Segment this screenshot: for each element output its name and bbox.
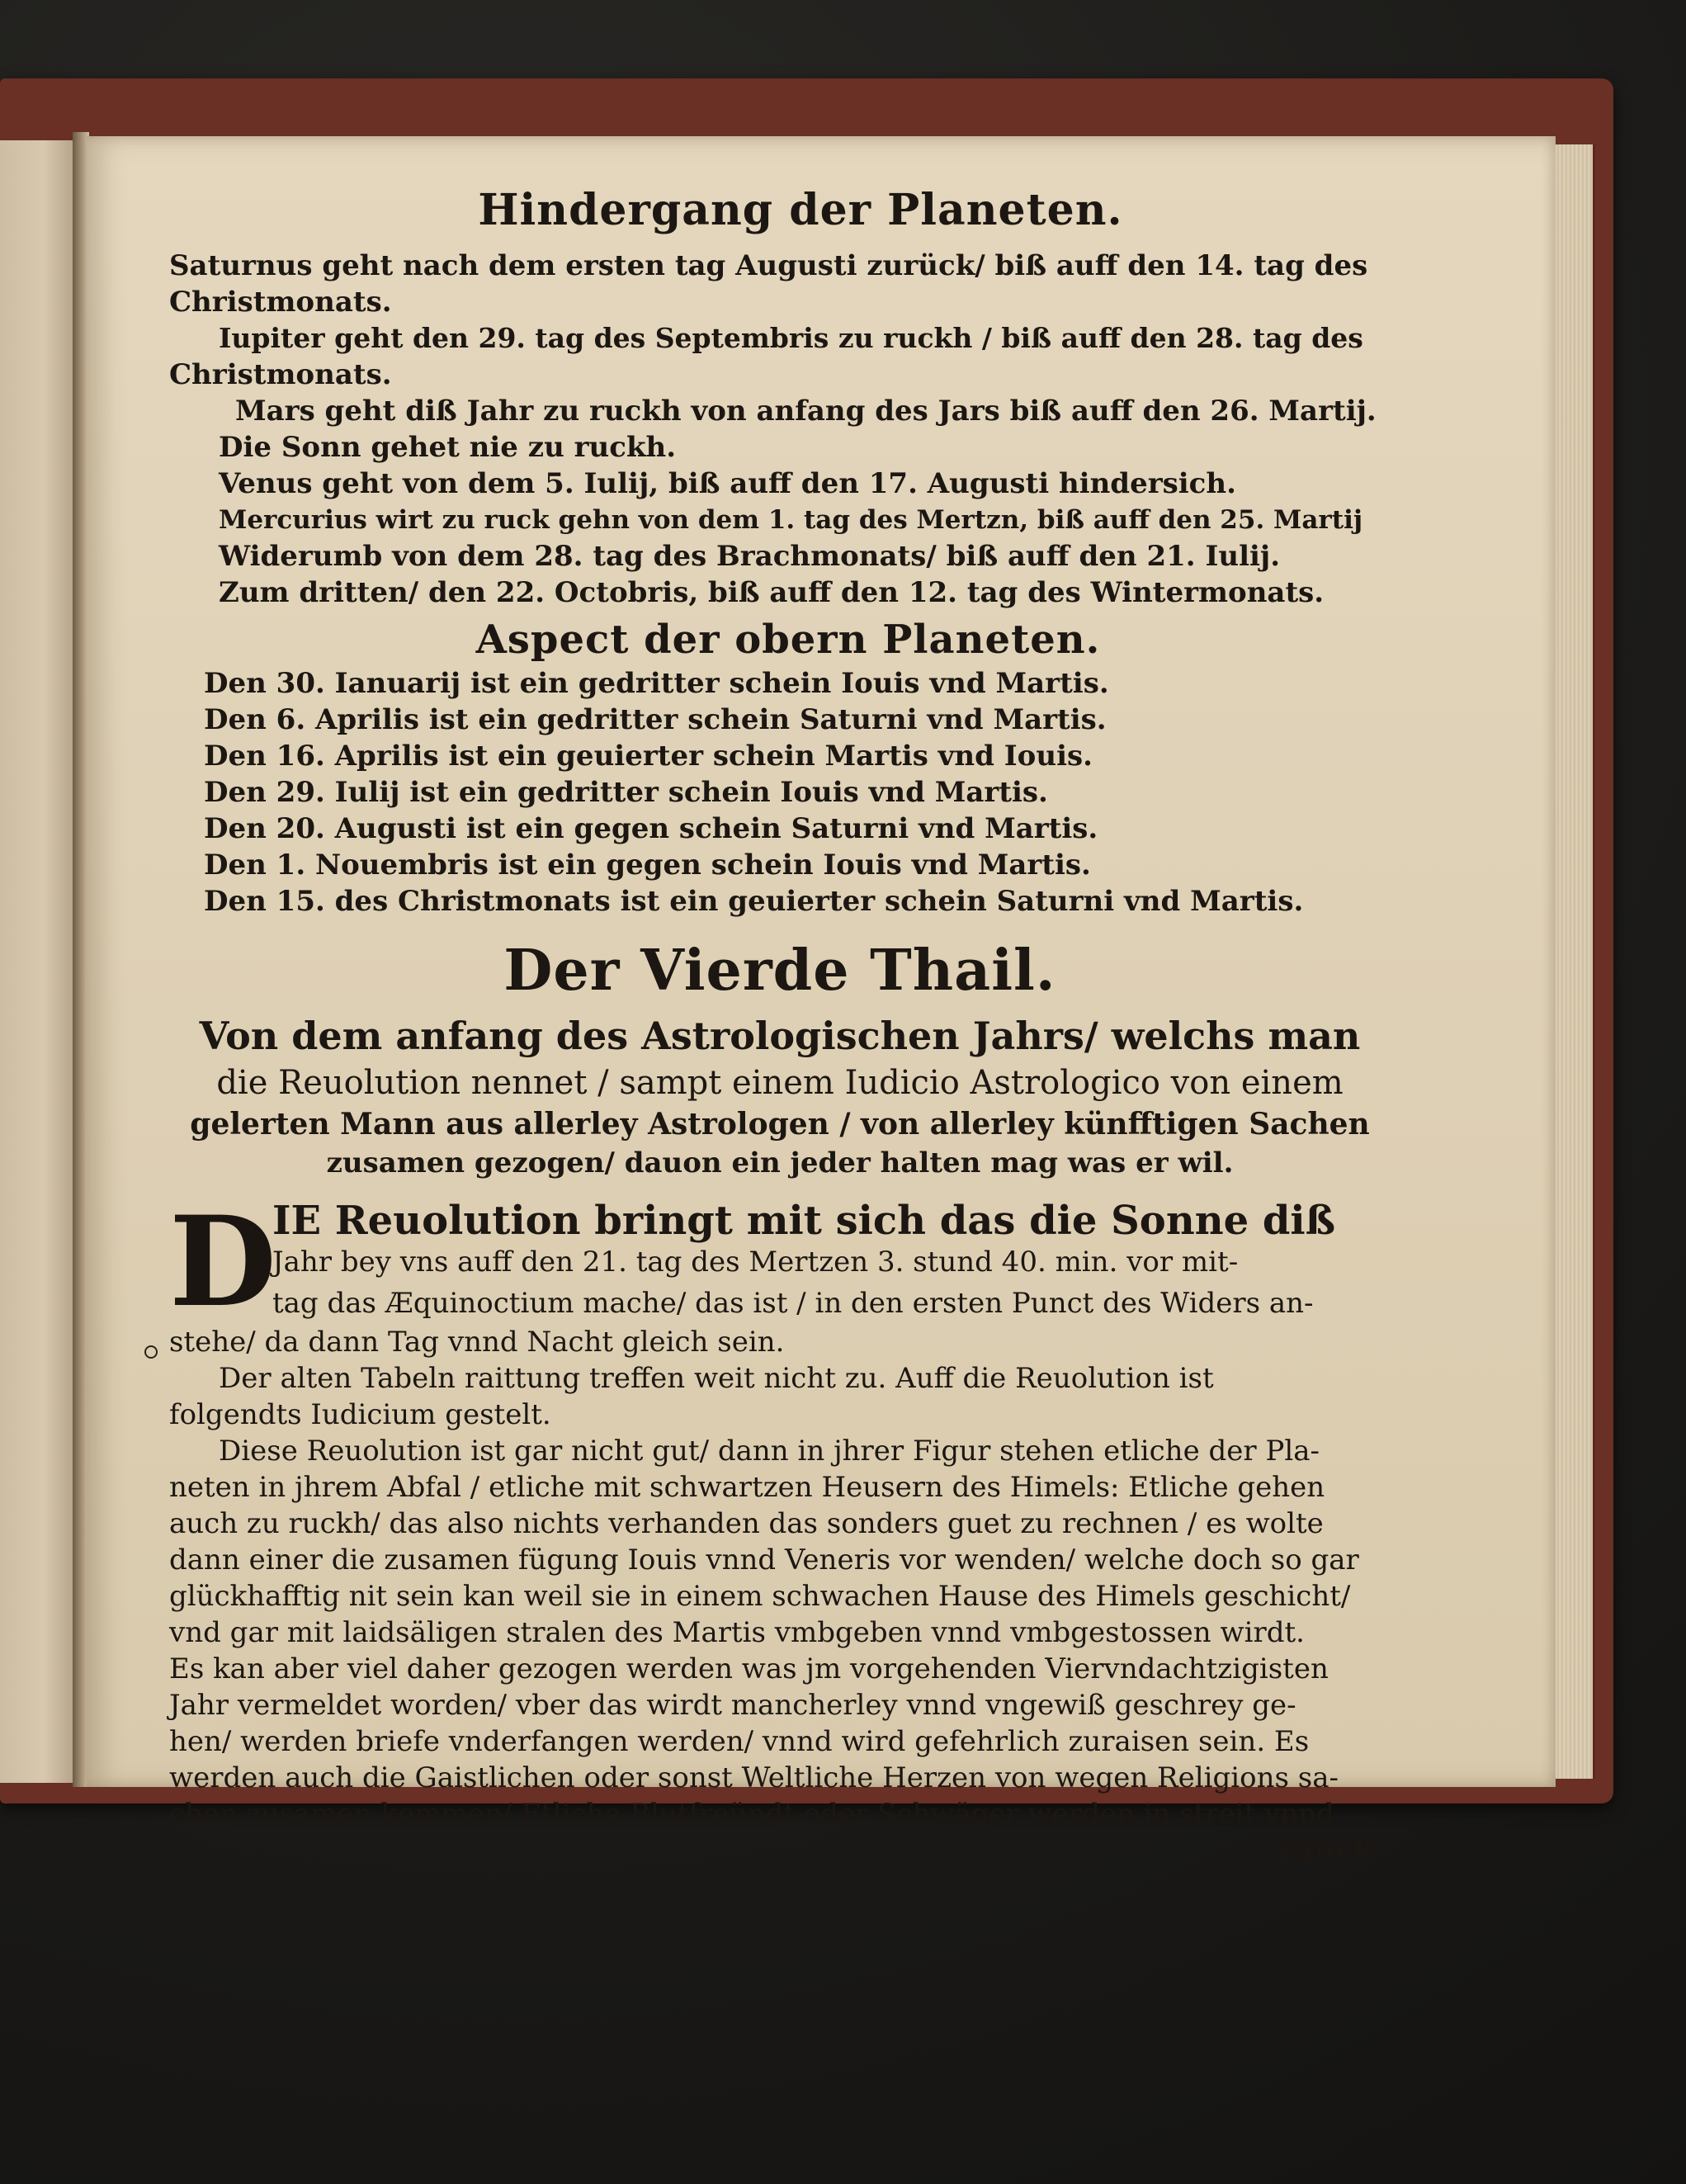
text-line: neten in jhrem Abfal / etliche mit schwartzen Heusern des Himels: Etliche gehen [169, 1471, 1325, 1504]
text-line: werden auch die Gaistlichen oder sonst Weltliche Herzen von wegen Religions sa- [169, 1761, 1339, 1794]
retrograde-section [169, 248, 1391, 611]
text-line: Es kan aber viel daher gezogen werden was jm vorgehenden Viervndachtzigisten [169, 1652, 1329, 1685]
text-line: Mercurius wirt zu ruck gehn von dem 1. tag des Mertzn, biß auff den 25. Martij [219, 505, 1363, 535]
list-item: Den 20. Augusti ist ein gegen schein Saturni vnd Martis. [204, 812, 1098, 845]
intro-paragraph [169, 1189, 1391, 1335]
subtitle-line: zusamen gezogen/ dauon ein jeder halten mag was er wil. [326, 1146, 1234, 1179]
text-line: tag das Æquinoctium mache/ das ist / in den ersten Punct des Widers an- [272, 1287, 1314, 1320]
text-line: chen zusamen kommen/ Etliche Blutfreündt oder Schwäger werden in streit vnnd [169, 1798, 1334, 1831]
left-page-edge [0, 140, 73, 1783]
text-line: Jahr bey vns auff den 21. tag des Mertzen 3. stund 40. min. vor mit- [272, 1246, 1239, 1279]
subtitle-line: gelerten Mann aus allerley Astrologen / von allerley künfftigen Sachen [190, 1107, 1370, 1142]
body-text [169, 1324, 1391, 1832]
text-line: Widerumb von dem 28. tag des Brachmonats/ biß auff den 21. Iulij. [219, 540, 1281, 573]
text-line: auch zu ruckh/ das also nichts verhanden das sonders guet zu rechnen / es wolte [169, 1507, 1324, 1540]
text-line: Iupiter geht den 29. tag des Septembris zu ruckh / biß auff den 28. tag des [219, 322, 1363, 354]
text-line: stehe/ da dann Tag vnnd Nacht gleich sein. [169, 1326, 785, 1359]
text-line: Saturnus geht nach dem ersten tag Augusti zurück/ biß auff den 14. tag des [169, 249, 1368, 282]
margin-mark-icon [144, 1345, 158, 1359]
text-line: dann einer die zusamen fügung Iouis vnnd Veneris vor wenden/ welche doch so gar [169, 1543, 1359, 1577]
part-subtitle [169, 1010, 1391, 1182]
catchword: zanck [1277, 1833, 1374, 1868]
text-line: Zum dritten/ den 22. Octobris, biß auff den 12. tag des Wintermonats. [219, 576, 1325, 609]
text-line: Mars geht diß Jahr zu ruckh von anfang des Jars biß auff den 26. Martij. [235, 395, 1377, 428]
text-line: vnd gar mit laidsäligen stralen des Martis vmbgeben vnnd vmbgestossen wirdt. [169, 1616, 1305, 1649]
text-line: folgendts Iudicium gestelt. [169, 1398, 551, 1431]
list-item: Den 30. Ianuarij ist ein gedritter schein Iouis vnd Martis. [204, 667, 1109, 700]
text-line: hen/ werden briefe vnderfangen werden/ vnnd wird gefehrlich zuraisen sein. Es [169, 1725, 1310, 1758]
list-item: Den 16. Aprilis ist ein geuierter schein Martis vnd Iouis. [204, 740, 1093, 773]
text-line: Christmonats. [169, 286, 392, 319]
list-item: Den 29. Iulij ist ein gedritter schein Iouis vnd Martis. [204, 776, 1048, 809]
page-text [169, 173, 1391, 1869]
text-line: Die Sonn gehet nie zu ruckh. [219, 431, 677, 464]
page-edges [1556, 144, 1595, 1779]
text-line: Der alten Tabeln raittung treffen weit nicht zu. Auff die Reuolution ist [219, 1362, 1214, 1395]
page-title: Hindergang der Planeten. [478, 185, 1123, 235]
list-item: Den 6. Aprilis ist ein gedritter schein Saturni vnd Martis. [204, 703, 1107, 736]
subtitle-line: die Reuolution nennet / sampt einem Iudicio Astrologico von einem [216, 1064, 1344, 1102]
list-item: Den 15. des Christmonats ist ein geuierter schein Saturni vnd Martis. [204, 885, 1304, 918]
aspect-list [169, 665, 1391, 919]
part-title: Der Vierde Thail. [503, 938, 1056, 1004]
text-line: IE Reuolution bringt mit sich das die Sonne diß [272, 1198, 1336, 1244]
aspect-title: Aspect der obern Planeten. [475, 617, 1101, 663]
text-line: Jahr vermeldet worden/ vber das wirdt mancherley vnnd vngewiß geschrey ge- [169, 1689, 1296, 1722]
list-item: Den 1. Nouembris ist ein gegen schein Iouis vnd Martis. [204, 849, 1091, 882]
subtitle-line: Von dem anfang des Astrologischen Jahrs/ welchs man [199, 1014, 1361, 1058]
text-line: Diese Reuolution ist gar nicht gut/ dann in jhrer Figur stehen etliche der Pla- [219, 1435, 1320, 1468]
text-line: Christmonats. [169, 358, 392, 391]
text-line: Venus geht von dem 5. Iulij, biß auff den 17. Augusti hindersich. [219, 467, 1236, 500]
drop-cap: D [169, 1189, 277, 1335]
intro-text [272, 1200, 1391, 1324]
text-line: glückhafftig nit sein kan weil sie in einem schwachen Hause des Himels geschicht/ [169, 1580, 1351, 1613]
